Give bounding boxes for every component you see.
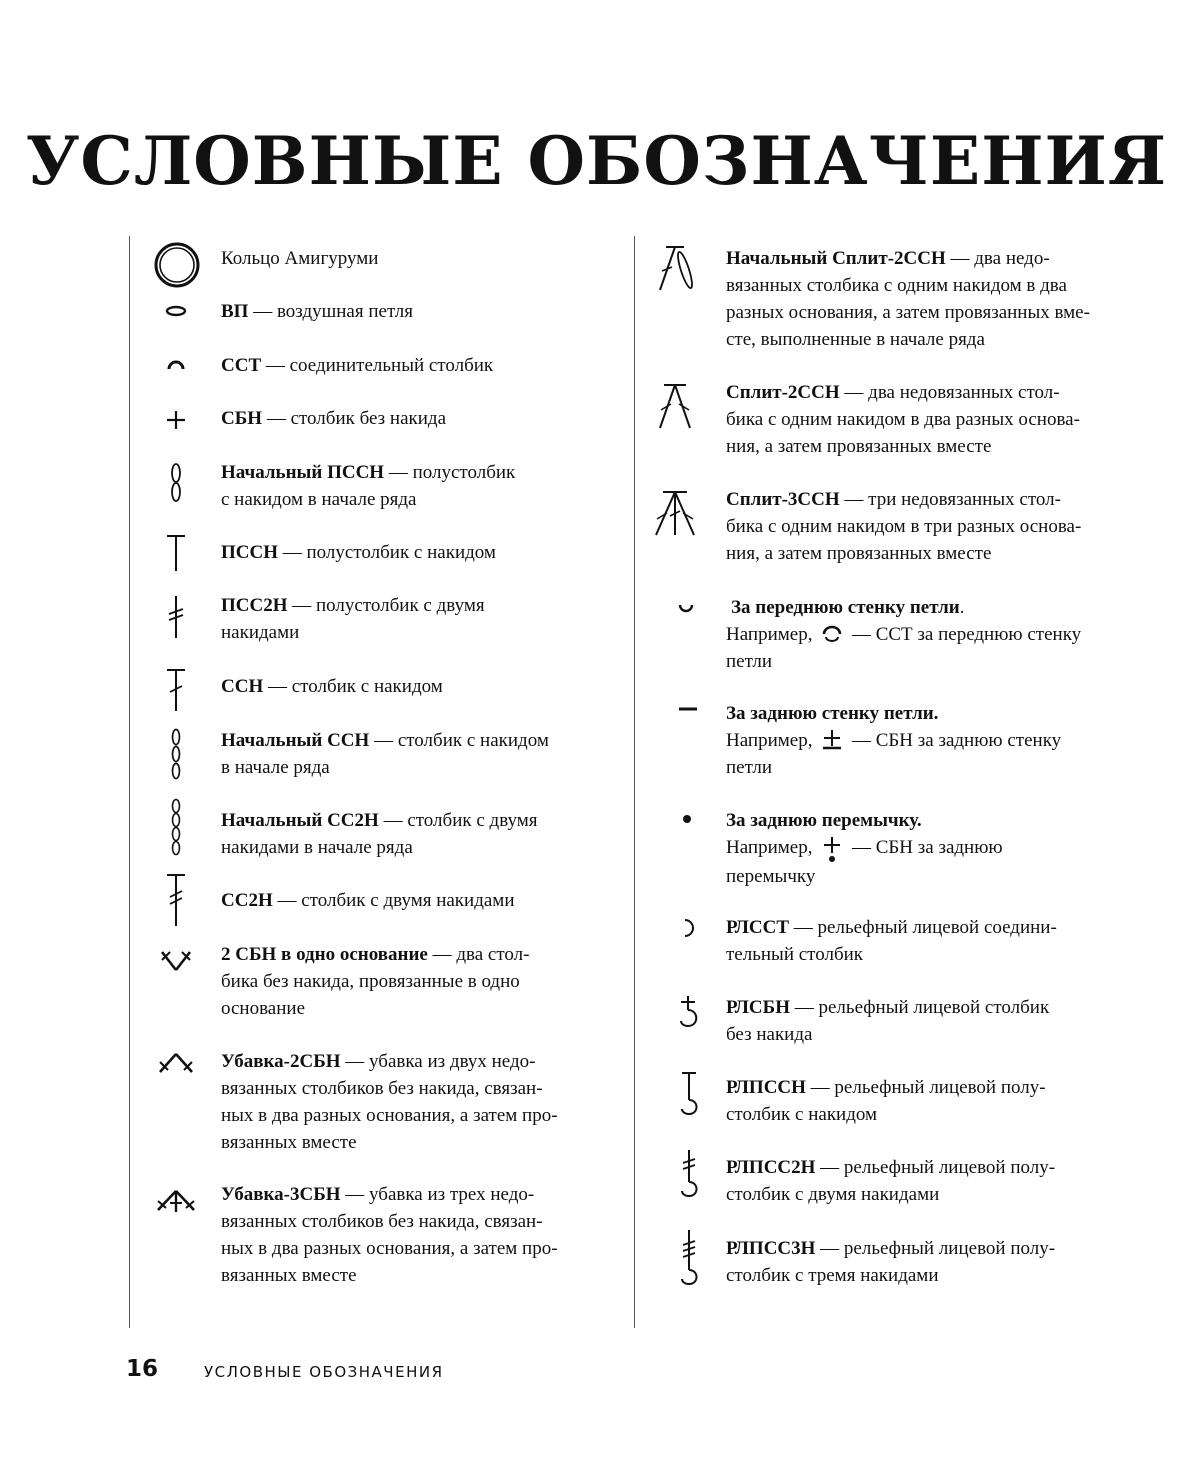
decrease-three-icon [154,1186,198,1216]
entry-desc: — два недо- [945,248,1050,269]
legend-entry-single-crochet [221,405,446,432]
front-post-slip-stitch-icon [679,916,699,940]
single-crochet-icon [164,408,188,432]
decrease-two-icon [156,1048,196,1078]
entry-desc-line3: ния, а затем провязанных вместе [726,436,992,457]
legend-entry-magic-ring [221,245,378,272]
entry-desc: — столбик с двумя накидами [272,890,515,911]
entry-desc: — рельефный лицевой полу- [815,1238,1056,1259]
legend-entry-back-loop [726,700,1061,781]
entry-desc-line2: петли [726,651,773,672]
page-number: 16 [126,1356,159,1382]
entry-term: Начальный ПССН [221,462,385,483]
legend-entry-half-double [221,539,496,566]
entry-desc-line2: накидами в начале ряда [221,837,413,858]
entry-example-text: — ССТ за переднюю стенку [847,624,1082,645]
double-crochet-icon [163,667,189,713]
legend-entry-front-post-half-double [726,1074,1046,1128]
legend-entry-front-post-half-double-three [726,1235,1055,1289]
split-2dc-icon [654,382,696,432]
half-double-crochet-icon [163,533,189,573]
legend-entry-starting-half-double [221,459,515,513]
left-column-rule [129,236,130,1328]
legend-entry-front-post-single-crochet [726,994,1049,1048]
entry-desc: — рельефный лицевой полу- [805,1077,1046,1098]
legend-entry-chain [221,298,413,325]
entry-desc: — полустолбик [384,462,516,483]
legend-entry-increase [221,941,529,1022]
entry-term: СБН [221,408,263,429]
entry-term: ССН [221,676,264,697]
entry-term: РЛПСС3Н [726,1238,816,1259]
entry-desc-line2: столбик с двумя накидами [726,1184,940,1205]
entry-term: ПСС2Н [221,595,288,616]
entry-desc: — рельефный лицевой полу- [815,1157,1056,1178]
entry-desc-line2: в начале ряда [221,757,330,778]
back-loop-icon [677,703,699,715]
legend-entry-decrease-three [221,1181,558,1289]
entry-term: За заднюю перемычку. [726,810,922,831]
front-post-single-crochet-icon [677,994,699,1028]
legend-entry-slip-stitch [221,352,493,379]
back-loop-single-crochet-icon [817,728,847,750]
legend-entry-split-3dc [726,486,1081,567]
entry-desc-line2: накидами [221,622,300,643]
entry-term: ПССН [221,542,278,563]
split-3dc-icon [651,489,699,539]
starting-split-2dc-icon [654,244,696,294]
entry-term: РЛССТ [726,917,790,938]
entry-term-tail: . [959,597,965,618]
entry-example-text: — СБН за заднюю [847,837,1003,858]
front-loop-icon [677,602,695,616]
starting-double-crochet-icon [167,728,185,780]
magic-ring-icon [152,240,202,290]
entry-desc: — воздушная петля [248,301,413,322]
entry-desc-line3: ных в два разных основания, а затем про- [221,1105,558,1126]
legend-entry-front-loop [726,594,1081,675]
entry-desc: — столбик с накидом [263,676,443,697]
increase-icon [158,946,194,976]
entry-term: Сплит-2ССН [726,382,840,403]
entry-desc-line2: вязанных столбиков без накида, связан- [221,1078,543,1099]
entry-desc-line2: вязанных столбика с одним накидом в два [726,275,1067,296]
entry-desc-line4: вязанных вместе [221,1132,357,1153]
legend-entry-half-double-two-yarn [221,592,485,646]
entry-desc: — полустолбик с двумя [287,595,485,616]
legend-entry-decrease-two [221,1048,558,1156]
back-bar-icon [681,813,693,825]
entry-desc: — столбик без накида [262,408,447,429]
entry-term: РЛПСС2Н [726,1157,816,1178]
entry-term: Сплит-3ССН [726,489,840,510]
entry-term: Убавка-2СБН [221,1051,341,1072]
legend-entry-double-crochet [221,673,443,700]
front-post-half-double-three-icon [677,1228,701,1286]
entry-desc: — три недовязанных стол- [839,489,1061,510]
entry-desc-line3: ния, а затем провязанных вместе [726,543,992,564]
entry-term: РЛПССН [726,1077,806,1098]
entry-desc-line2: с накидом в начале ряда [221,489,417,510]
entry-term: Начальный Сплит-2ССН [726,248,946,269]
right-column-rule [634,236,635,1328]
legend-entry-back-bar [726,807,1003,890]
entry-desc-line3: основание [221,998,305,1019]
starting-treble-crochet-icon [167,798,185,856]
starting-half-double-icon [166,462,186,504]
entry-example-prefix: Например, [726,624,818,645]
entry-desc: — рельефный лицевой столбик [789,997,1050,1018]
entry-term: ССТ [221,355,262,376]
entry-desc-line2: петли [726,757,773,778]
legend-entry-starting-double-crochet [221,727,549,781]
slip-stitch-icon [164,358,188,372]
entry-desc-line2: вязанных столбиков без накида, связан- [221,1211,543,1232]
entry-term: 2 СБН в одно основание [221,944,428,965]
entry-desc-line4: вязанных вместе [221,1265,357,1286]
legend-entry-starting-treble-crochet [221,807,538,861]
page-title: УСЛОВНЫЕ ОБОЗНАЧЕНИЯ [25,122,1168,200]
front-post-half-double-icon [677,1070,701,1116]
entry-term: Убавка-3СБН [221,1184,341,1205]
entry-desc-line2: столбик с тремя накидами [726,1265,939,1286]
entry-desc: — два недовязанных стол- [839,382,1060,403]
front-loop-slip-stitch-icon [817,622,847,644]
entry-desc-line2: столбик с накидом [726,1104,878,1125]
entry-desc-line4: сте, выполненные в начале ряда [726,329,985,350]
entry-term: СС2Н [221,890,273,911]
entry-desc: — полустолбик с накидом [278,542,496,563]
entry-desc: Кольцо Амигуруми [221,248,379,269]
entry-desc-line2: тельный столбик [726,944,864,965]
entry-desc: — столбик с двумя [378,810,538,831]
entry-desc: — два стол- [427,944,530,965]
entry-desc-line3: ных в два разных основания, а затем про- [221,1238,558,1259]
entry-example-prefix: Например, [726,837,818,858]
entry-term: За заднюю стенку петли. [726,703,939,724]
entry-desc-line2: бика с одним накидом в два разных основа- [726,409,1080,430]
half-double-two-yarn-icon [163,594,189,640]
entry-desc-line2: без накида [726,1024,813,1045]
legend-entry-split-2dc [726,379,1080,460]
entry-desc-line2: бика с одним накидом в три разных основа- [726,516,1082,537]
entry-desc: — убавка из трех недо- [340,1184,535,1205]
entry-example-prefix: Например, [726,730,818,751]
legend-entry-front-post-slip-stitch [726,914,1057,968]
entry-term: Начальный ССН [221,730,370,751]
running-footer-title: УСЛОВНЫЕ ОБОЗНАЧЕНИЯ [204,1363,444,1381]
entry-desc-line3: разных основания, а затем провязанных вме- [726,302,1090,323]
legend-entry-treble-crochet [221,887,515,914]
entry-term: ВП [221,301,249,322]
entry-desc: — рельефный лицевой соедини- [789,917,1057,938]
entry-desc: — столбик с накидом [369,730,549,751]
entry-desc-line2: бика без накида, провязанные в одно [221,971,520,992]
legend-entry-starting-split-2dc [726,245,1090,353]
entry-desc: — убавка из двух недо- [340,1051,536,1072]
treble-crochet-icon [163,872,189,928]
entry-term: РЛСБН [726,997,790,1018]
front-post-half-double-two-icon [677,1148,701,1198]
back-bar-single-crochet-icon [817,835,847,863]
entry-term: За переднюю стенку петли [731,597,960,618]
entry-desc-line2: перемычку [726,866,816,887]
entry-example-text: — СБН за заднюю стенку [847,730,1062,751]
legend-entry-front-post-half-double-two [726,1154,1055,1208]
entry-desc: — соединительный столбик [261,355,494,376]
entry-term: Начальный СС2Н [221,810,379,831]
chain-stitch-icon [164,304,188,318]
